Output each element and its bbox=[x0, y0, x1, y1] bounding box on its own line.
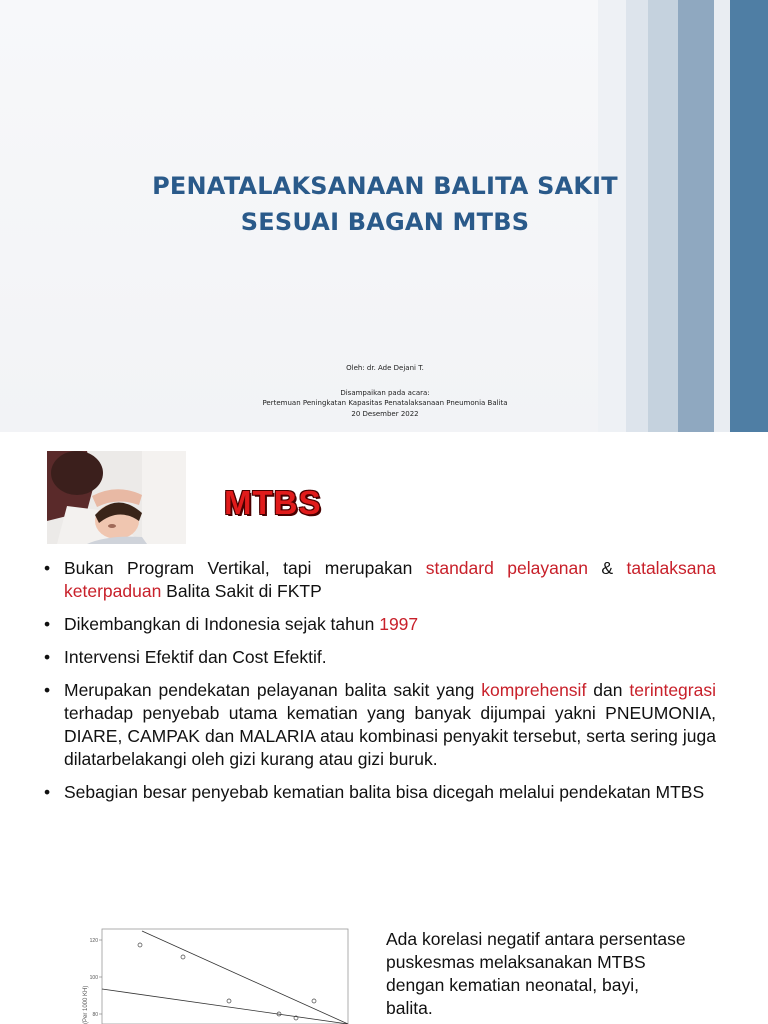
highlight-year: 1997 bbox=[379, 614, 419, 634]
bullet-list bbox=[44, 557, 716, 814]
bullet-text: Intervensi Efektif dan Cost Efektif. bbox=[64, 647, 327, 667]
bullet-text: & bbox=[588, 558, 627, 578]
presented-at-label: Disampaikan pada acara: bbox=[340, 389, 430, 397]
event-name: Pertemuan Peningkatan Kapasitas Penatalaksanaan Pneumonia Balita bbox=[262, 399, 508, 407]
highlight-standard-pelayanan: standard pelayanan bbox=[425, 558, 589, 578]
correlation-note: Ada korelasi negatif antara persentase puskesmas melaksanakan MTBS dengan kematian neonatal, bayi, balita. bbox=[386, 929, 686, 1018]
y-axis-label: (Per 1000 KH) bbox=[83, 985, 89, 1024]
bullet-item-program bbox=[44, 557, 716, 603]
bullet-text: Merupakan pendekatan pelayanan balita sakit yang bbox=[64, 680, 482, 700]
bullet-dot: • bbox=[44, 614, 51, 634]
bullet-item-prevention bbox=[44, 781, 716, 804]
bullet-dot: • bbox=[44, 782, 51, 802]
mtbs-slide bbox=[0, 432, 768, 1024]
highlight-terintegrasi: terintegrasi bbox=[629, 680, 716, 700]
title-slide bbox=[0, 0, 768, 432]
bullet-item-approach bbox=[44, 679, 716, 771]
mother-child-photo bbox=[47, 451, 186, 544]
correlation-scatter-chart bbox=[80, 927, 350, 1024]
bullet-text: Dikembangkan di Indonesia sejak tahun bbox=[64, 614, 380, 634]
title-line-2: SESUAI BAGAN MTBS bbox=[240, 208, 530, 236]
bullet-text: Sebagian besar penyebab kematian balita bisa dicegah melalui pendekatan MTBS bbox=[64, 782, 705, 802]
highlight-komprehensif: komprehensif bbox=[481, 680, 587, 700]
bullet-item-history bbox=[44, 613, 716, 636]
bullet-text: terhadap penyebab utama kematian yang banyak dijumpai yakni PNEUMONIA, DIARE, CAMPAK dan MALARIA atau kombinasi penyakit tersebut, serta sering juga dilatarbelakangi oleh gizi kurang atau gizi buruk. bbox=[64, 703, 716, 769]
bullet-text: dan bbox=[586, 680, 630, 700]
y-tick-label: 120 bbox=[89, 938, 98, 944]
author-line: Oleh: dr. Ade Dejani T. bbox=[346, 364, 424, 372]
stripe-white-gap bbox=[714, 0, 730, 432]
mtbs-heading: MTBS bbox=[224, 484, 322, 521]
y-tick-label: 100 bbox=[89, 975, 98, 981]
presentation-title bbox=[100, 168, 670, 240]
bullet-dot: • bbox=[44, 647, 51, 667]
title-line-1: PENATALAKSANAAN BALITA SAKIT bbox=[152, 172, 618, 200]
bullet-item-effective bbox=[44, 646, 716, 669]
highlight-tatalaksana: tatalaksana keterpaduan bbox=[64, 558, 716, 601]
bullet-text: Bukan Program Vertikal, tapi merupakan bbox=[64, 558, 426, 578]
y-tick-label: 80 bbox=[92, 1012, 98, 1018]
event-date: 20 Desember 2022 bbox=[351, 410, 419, 418]
bullet-dot: • bbox=[44, 680, 51, 700]
stripe-dark bbox=[730, 0, 768, 432]
bullet-text: Balita Sakit di FKTP bbox=[161, 581, 322, 601]
stripe-mid-dark bbox=[678, 0, 714, 432]
bullet-dot: • bbox=[44, 558, 51, 578]
